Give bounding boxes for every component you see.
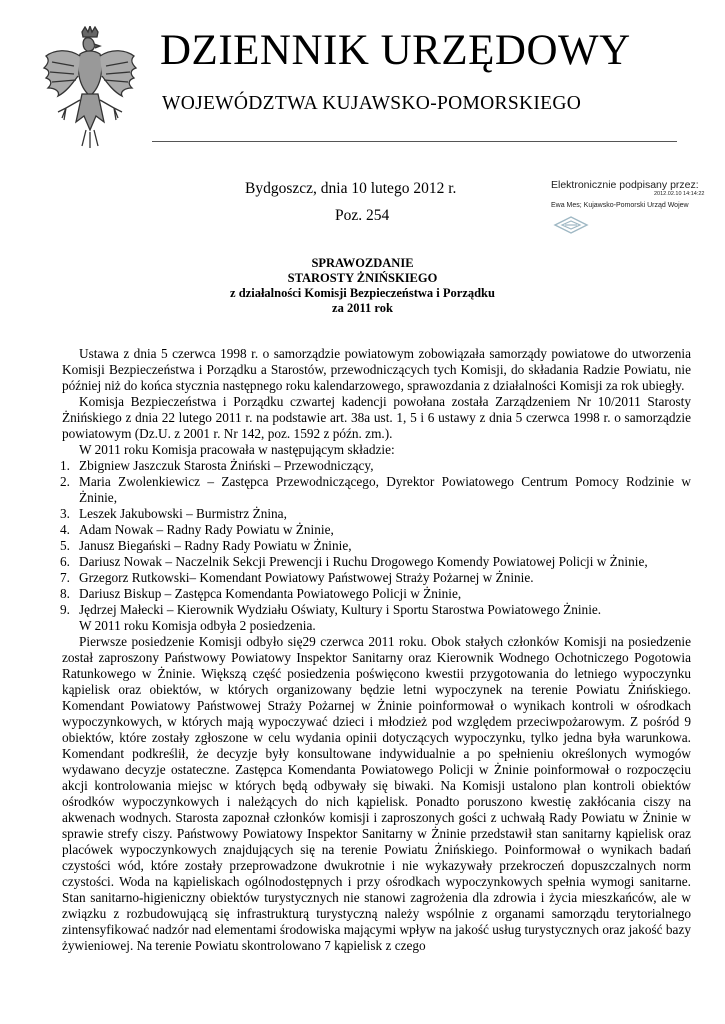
publication-title: DZIENNIK URZĘDOWY — [160, 27, 631, 74]
signature-label: Elektronicznie podpisany przez: — [551, 179, 699, 191]
list-item — [62, 586, 691, 602]
heading-line-4: za 2011 rok — [332, 301, 393, 315]
signature-seal-icon — [553, 215, 589, 235]
list-item — [62, 522, 691, 538]
paragraph-composition-intro: W 2011 roku Komisja pracowała w następującym składzie: — [79, 442, 395, 457]
list-text: Dariusz Biskup – Zastępca Komendanta Powiatowego Policji w Żninie, — [79, 586, 462, 601]
list-item — [62, 458, 691, 474]
list-number: 4. — [60, 522, 70, 537]
list-number: 8. — [60, 586, 70, 601]
list-number: 5. — [60, 538, 70, 553]
list-item — [62, 474, 691, 506]
list-text: Maria Zwolenkiewicz – Zastępca Przewodniczącego, Dyrektor Powiatowego Centrum Pomocy Rodzinie w Żninie, — [79, 474, 691, 505]
paragraph-meetings-count: W 2011 roku Komisja odbyła 2 posiedzenia. — [79, 618, 316, 633]
list-number: 3. — [60, 506, 70, 521]
paragraph-legal-basis: Ustawa z dnia 5 czerwca 1998 r. o samorządzie powiatowym zobowiązała samorządy powiatowe do utworzenia Komisji Bezpieczeństwa i Porządku a Starostów, przewodniczących tych Komisji, do składania Radzie Powiatu, nie później niż do końca stycznia następnego roku kalendarzowego, sprawozdania z działalności Komisji za rok ubiegły. — [62, 346, 691, 393]
document-body — [62, 346, 691, 954]
list-item — [62, 538, 691, 554]
list-number: 7. — [60, 570, 70, 585]
list-text: Leszek Jakubowski – Burmistrz Żnina, — [79, 506, 287, 521]
list-text: Adam Nowak – Radny Rady Powiatu w Żninie, — [79, 522, 334, 537]
list-item — [62, 570, 691, 586]
list-item — [62, 602, 691, 618]
position-number: Poz. 254 — [335, 207, 390, 224]
publication-date: Bydgoszcz, dnia 10 lutego 2012 r. — [245, 180, 457, 197]
list-number: 6. — [60, 554, 70, 569]
list-text: Zbigniew Jaszczuk Starosta Żniński – Przewodniczący, — [79, 458, 374, 473]
list-text: Dariusz Nowak – Naczelnik Sekcji Prewencji i Ruchu Drogowego Komendy Powiatowej Policji w Żninie, — [79, 554, 648, 569]
paragraph-appointment: Komisja Bezpieczeństwa i Porządku czwartej kadencji powołana została Zarządzeniem Nr 10/2011 Starosty Żnińskiego z dnia 22 lutego 2011 r. na podstawie art. 38a ust. 1, 5 i 6 ustawy z dnia 5 czerwca 1998 r. o samorządzie powiatowym (Dz.U. z 2001 r. Nr 142, poz. 1592 z późn. zm.). — [62, 394, 691, 441]
members-list — [62, 458, 691, 618]
header-divider — [152, 141, 677, 142]
heading-line-2: STAROSTY ŻNIŃSKIEGO — [287, 271, 438, 285]
heading-line-3: z działalności Komisji Bezpieczeństwa i Porządku — [230, 286, 495, 300]
paragraph-first-meeting: Pierwsze posiedzenie Komisji odbyło się29 czerwca 2011 roku. Obok stałych członków Komisji na posiedzenie został zaproszony Państwowy Powiatowy Inspektor Sanitarny oraz Kierownik Wodnego Ochotniczego Pogotowia Ratunkowego w Żninie. Większą część posiedzenia poświęcono kwestii przygotowania do letniego wypoczynku kąpielisk oraz obiektów, w których organizowany będzie letni wypoczynek na terenie Powiatu Żnińskiego. Komendant Powiatowy Państwowej Straży Pożarnej w Żninie poinformował o wynikach kontroli w ośrodkach wypoczynkowych, w których mają wypoczywać dzieci i młodzież pod względem przeciwpożarowym. Z pośród 9 obiektów, które zostały zgłoszone w celu wydania opinii dotyczących wypoczynku, tylko jedna była warunkowa. Komendant podkreślił, że decyzje były konsultowane indywidualnie a po spełnieniu określonych wymogów wydawano decyzje ostateczne. Zastępca Komendanta Powiatowego Policji w Żninie poinformował o rozpoczęciu akcji kontrolowania miejsc w których będą odbywały się biwaki. Na Komisji ustalono plan kontroli obiektów ośrodków wypoczynkowych i należących do nich kąpielisk. Ponadto poruszono kwestię zakłócania ciszy na akwenach wodnych. Starosta zapoznał członków komisji i zaproszonych gości z uchwałą Rady Powiatu w Żninie w sprawie strefy ciszy. Państwowy Powiatowy Inspektor Sanitarny w Żninie przedstawił stan sanitarny kąpielisk oraz placówek wypoczynkowych znajdujących się na terenie Powiatu Żnińskiego. Poinformował o wynikach badań czystości wód, które zostały przeprowadzone dwukrotnie i nie wykazywały przekroczeń dopuszczalnych norm czystości. Woda na kąpieliskach ogólnodostępnych i przy ośrodkach wypoczynkowych spełnia wymogi sanitarne. Stan sanitarno-higieniczny obiektów turystycznych nie stanowi zagrożenia dla zdrowia i życia mieszkańców, ale w związku z rozbudowującą się infrastrukturą turystyczną należy wspólnie z organami samorządu terytorialnego zintensyfikować nadzór nad elementami środowiska mającymi wpływ na jakość usług turystycznych oraz jakość bazy żywieniowej. Na terenie Powiatu skontrolowano 7 kąpielisk z czego — [62, 634, 691, 953]
signature-signer: Ewa Mes; Kujawsko-Pomorski Urząd Wojew — [551, 202, 689, 209]
list-text: Grzegorz Rutkowski– Komendant Powiatowy Państwowej Straży Pożarnej w Żninie. — [79, 570, 534, 585]
list-text: Janusz Biegański – Radny Rady Powiatu w Żninie, — [79, 538, 352, 553]
list-number: 1. — [60, 458, 70, 473]
list-number: 2. — [60, 474, 70, 489]
list-item — [62, 554, 691, 570]
list-text: Jędrzej Małecki – Kierownik Wydziału Oświaty, Kultury i Sportu Starostwa Powiatowego Żninie. — [79, 602, 602, 617]
list-number: 9. — [60, 602, 70, 617]
heading-line-1: SPRAWOZDANIE — [311, 256, 414, 270]
publication-subtitle: WOJEWÓDZTWA KUJAWSKO-POMORSKIEGO — [162, 93, 582, 114]
list-item — [62, 506, 691, 522]
document-heading — [0, 256, 725, 316]
signature-timestamp: 2012.02.10 14:14:22 — [654, 191, 705, 197]
polish-eagle-emblem-icon — [42, 26, 138, 152]
electronic-signature[interactable] — [551, 179, 725, 249]
